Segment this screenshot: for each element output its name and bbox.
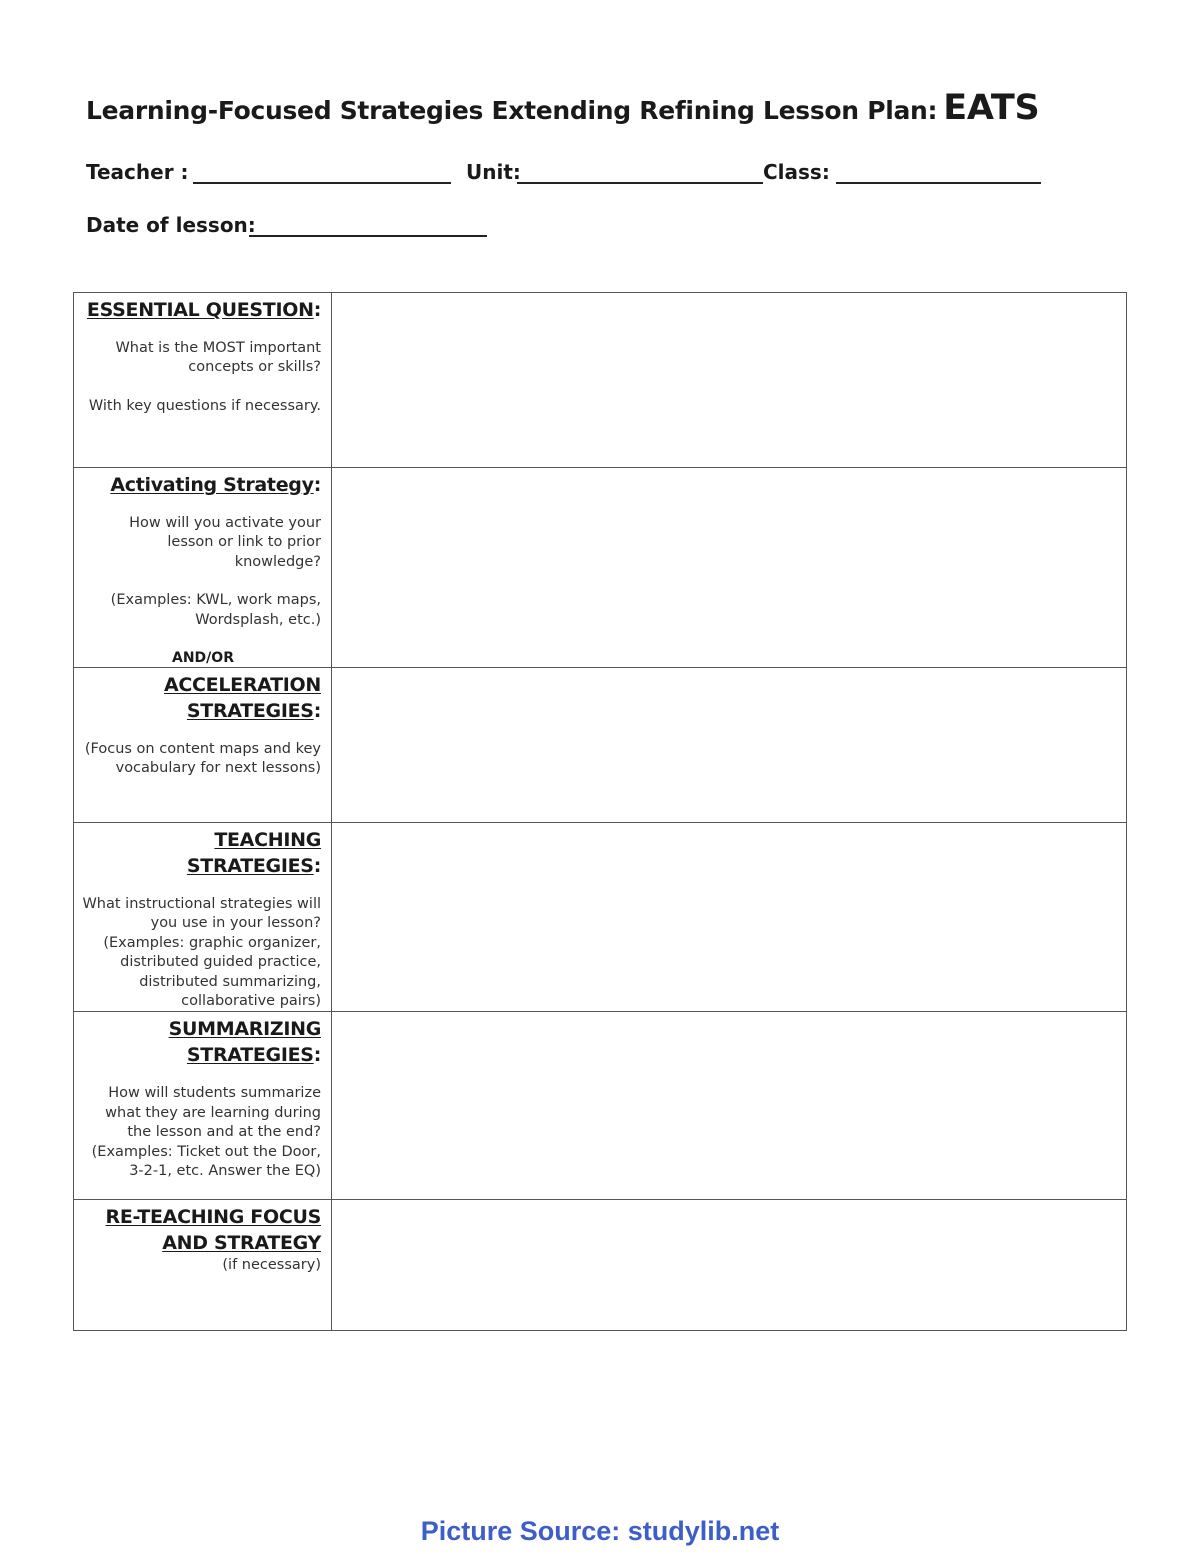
teacher-field[interactable] <box>193 182 451 184</box>
teaching-strategies-desc: What instructional strategies will you use in your lesson? (Examples: graphic organizer, distributed guided practice, distributed summarizing, collaborative pairs) <box>82 896 321 1010</box>
summarizing-heading-line1: SUMMARIZING <box>168 1018 321 1041</box>
summarizing-desc: How will students summarize what they are learning during the lesson and at the end? (Examples: Ticket out the Door, 3-2-1, etc. Answer the EQ) <box>91 1085 321 1180</box>
essential-question-response[interactable] <box>332 293 1127 468</box>
acceleration-strategies-label: ACCELERATION STRATEGIES: (Focus on content maps and key vocabulary for next lessons) <box>74 668 332 823</box>
section-row-teaching-strategies <box>74 823 1127 1012</box>
date-label: Date of lesson: <box>86 213 256 237</box>
teaching-strategies-response[interactable] <box>332 823 1127 1012</box>
section-row-re-teaching <box>74 1200 1127 1331</box>
teaching-strategies-label: TEACHING STRATEGIES: What instructional strategies will you use in your lesson? (Examples: graphic organizer, distributed guided practice, distributed summarizing, collaborative pairs) <box>74 823 332 1012</box>
activating-strategy-desc2: (Examples: KWL, work maps, Wordsplash, etc.) <box>110 592 321 628</box>
acceleration-strategies-response[interactable] <box>332 668 1127 823</box>
acceleration-heading-line1: ACCELERATION <box>163 674 321 696</box>
re-teaching-note: (if necessary) <box>222 1257 321 1274</box>
essential-question-desc: What is the MOST important concepts or skills? <box>115 340 321 376</box>
summarizing-strategies-response[interactable] <box>332 1012 1127 1200</box>
and-or-label: AND/OR <box>172 650 234 667</box>
section-row-summarizing-strategies <box>74 1012 1127 1200</box>
unit-field[interactable] <box>517 182 763 184</box>
re-teaching-response[interactable] <box>332 1200 1127 1331</box>
unit-label: Unit: <box>466 160 521 184</box>
date-field[interactable] <box>249 235 487 237</box>
re-teaching-label <box>74 1200 332 1331</box>
class-field[interactable] <box>836 182 1041 184</box>
summarizing-strategies-label: SUMMARIZING STRATEGIES: How will students summarize what they are learning during the lesson and at the end? (Examples: Ticket out the Door, 3-2-1, etc. Answer the EQ) <box>74 1012 332 1200</box>
picture-source-caption: Picture Source: studylib.net <box>420 1516 780 1546</box>
teaching-strategies-heading: TEACHING STRATEGIES <box>186 829 321 877</box>
essential-question-heading: ESSENTIAL QUESTION <box>86 299 314 321</box>
re-teaching-heading-line1: RE-TEACHING FOCUS <box>105 1206 321 1229</box>
class-label: Class: <box>763 160 830 184</box>
section-row-acceleration-strategies <box>74 668 1127 823</box>
acceleration-desc: (Focus on content maps and key vocabulary for next lessons) <box>84 741 321 777</box>
summarizing-heading-line2: STRATEGIES <box>186 1044 314 1067</box>
title-text: Learning-Focused Strategies Extending Refining Lesson Plan: <box>86 96 938 125</box>
title-emphasis: EATS <box>943 88 1040 128</box>
activating-strategy-desc: How will you activate your lesson or link to prior knowledge? <box>129 515 321 570</box>
teacher-label: Teacher : <box>86 160 189 184</box>
essential-question-desc2: With key questions if necessary. <box>88 397 321 414</box>
activating-strategy-heading: Activating Strategy <box>110 474 314 496</box>
section-row-essential-question <box>74 293 1127 468</box>
section-row-activating-strategy <box>74 468 1127 668</box>
re-teaching-heading-line2: AND STRATEGY <box>162 1232 321 1255</box>
activating-strategy-response[interactable] <box>332 468 1127 668</box>
acceleration-heading-line2: STRATEGIES <box>186 700 314 722</box>
page-title <box>86 88 1039 128</box>
essential-question-label: ESSENTIAL QUESTION: What is the MOST important concepts or skills? With key questions if necessary. <box>74 293 332 468</box>
activating-strategy-label: Activating Strategy: How will you activate your lesson or link to prior knowledge? (Examples: KWL, work maps, Wordsplash, etc.) AND/OR <box>74 468 332 668</box>
lesson-plan-table <box>73 292 1127 1331</box>
